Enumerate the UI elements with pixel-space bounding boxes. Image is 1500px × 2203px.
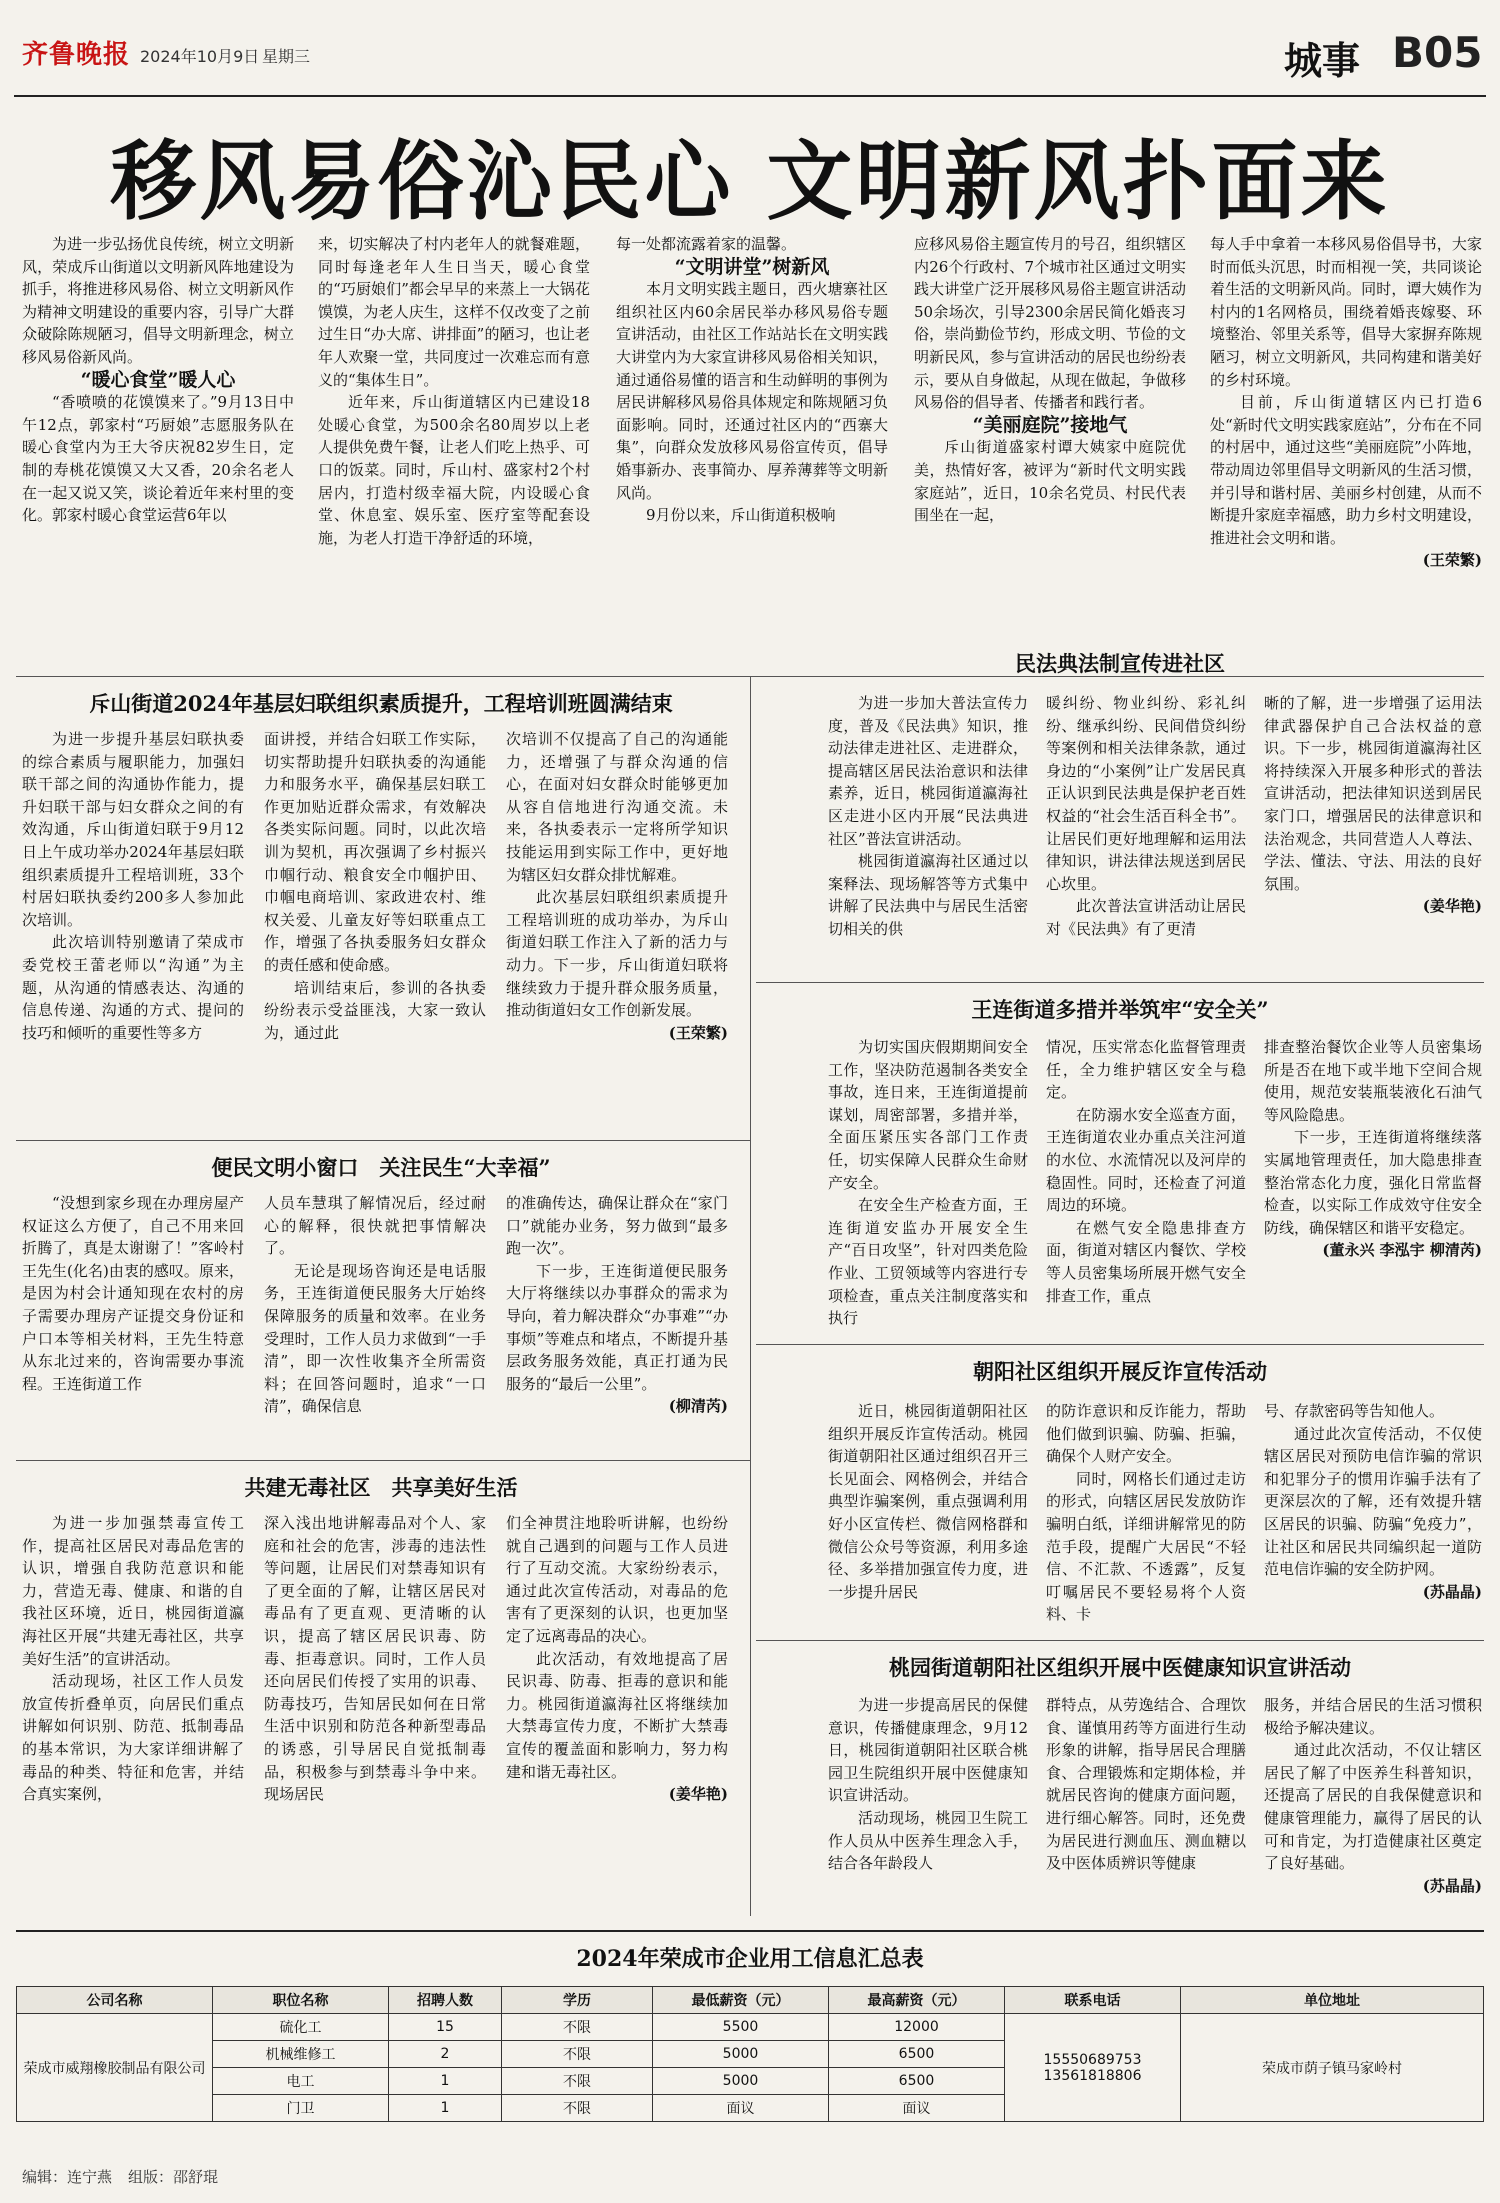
art8-col3 (1264, 1694, 1482, 1924)
header-cell: 职位名称 (213, 1987, 389, 2014)
paragraph: 下一步，王连街道将继续落实属地管理责任，加大隐患排查整治常态化力度，强化日常监督检查，以实际工作成效守住安全防线，确保辖区和谐平安稳定。 (1264, 1128, 1482, 1237)
edu-cell: 不限 (502, 2041, 653, 2068)
art7-col3 (1264, 1400, 1482, 1650)
subheading: “文明讲堂”树新风 (674, 255, 830, 278)
art3-title: 便民文明小窗口 关注民生“大幸福” (211, 1155, 551, 1180)
paragraph: 深入浅出地讲解毒品对个人、家庭和社会的危害，涉毒的违法性等问题，让居民们对禁毒知识有了更全面的了解，让辖区居民对毒品有了更直观、更清晰的认识，提高了辖区居民识毒、防毒、拒毒意识。同时，工作人员还向居民们传授了实用的识毒、防毒技巧，告知居民如何在日常生活中识别和防范各种新型毒品的诱惑，引导居民自觉抵制毒品，积极参与到禁毒斗争中来。现场居民 (264, 1514, 486, 1804)
count-cell: 15 (389, 2014, 502, 2041)
subheading: “暖心食堂”暖人心 (80, 368, 236, 391)
footer-editor: 编辑：连宁燕 (22, 2168, 113, 2186)
paragraph: 本月文明实践主题日，西火塘寨社区组织社区内60余居民举办移风易俗专题宣讲活动，由社区工作站站长在文明实践大讲堂内为大家宣讲移风易俗相关知识，通过通俗易懂的语言和生动鲜明的事例为居民讲解移风易俗具体规定和陈规陋习负面影响。同时，还通过社区内的“西寨大集”，向群众发放移风易俗宣传页，倡导婚事新办、丧事简办、厚养薄葬等文明新风尚。 (616, 280, 888, 502)
paragraph: 无论是现场咨询还是电话服务，王连街道便民服务大厅始终保障服务的质量和效率。在业务受理时，工作人员力求做到“一手清”，即一次性收集齐全所需资料；在回答问题时，追求“一口清”，确保信息 (264, 1261, 486, 1416)
paragraph: 人员车慧琪了解情况后，经过耐心的解释，很快就把事情解决了。 (264, 1194, 486, 1258)
paragraph: 服务，并结合居民的生活习惯积极给予解决建议。 (1264, 1696, 1482, 1737)
byline: (苏晶晶) (1422, 1876, 1482, 1895)
art6-title: 王连街道多措并举筑牢“安全关” (971, 997, 1269, 1022)
byline: (王荣繁) (668, 1023, 728, 1042)
paragraph: 为切实国庆假期期间安全工作，坚决防范遏制各类安全事故，连日来，王连街道提前谋划，周密部署，多措并举，全面压紧压实各部门工作责任，切实保障人民群众生命财产安全。 (828, 1038, 1028, 1192)
paragraph: 培训结束后，参训的各执委纷纷表示受益匪浅，大家一致认为，通过此 (264, 978, 486, 1042)
header-cell: 联系电话 (1005, 1987, 1181, 2014)
byline: (柳清芮) (668, 1397, 728, 1416)
art7-col2 (1046, 1400, 1246, 1650)
art4-col1 (22, 1512, 244, 1917)
page-number: B05 (1392, 28, 1483, 77)
paragraph: 在防溺水安全巡查方面，王连街道农业办重点关注河道的水位、水流情况以及河岸的稳固性。同时，还检查了河道周边的环境。 (1046, 1105, 1246, 1215)
divider (756, 1640, 1484, 1641)
art1-col1 (22, 233, 294, 673)
paragraph: 近日，桃园街道朝阳社区组织开展反诈宣传活动。桃园街道朝阳社区通过组织召开三长见面会、网格例会，并结合典型诈骗案例，重点强调利用好小区宣传栏、微信网格群和微信公众号等资源，利用多途径、多举措加强宣传力度，进一步提升居民 (828, 1402, 1028, 1601)
issue-date: 2024年10月9日 (140, 47, 260, 66)
count-cell: 2 (389, 2041, 502, 2068)
paragraph: 应移风易俗主题宣传月的号召，组织辖区内26个行政村、7个城市社区通过文明实践大讲堂广泛开展移风易俗主题宣讲活动50余场次，引导2300余居民简化婚丧习俗，崇尚勤俭节约，形成文明、节俭的文明新民风，参与宣讲活动的居民也纷纷表示，要从自身做起，从现在做起，争做移风易俗的倡导者、传播者和践行者。 (914, 235, 1186, 412)
paragraph: 此次基层妇联组织素质提升工程培训班的成功举办，为斥山街道妇联工作注入了新的活力与动力。下一步，斥山街道妇联将继续致力于提升群众服务质量，推动街道妇女工作创新发展。 (506, 888, 728, 1020)
paragraph: 此次活动，有效地提高了居民识毒、防毒、拒毒的意识和能力。桃园街道瀛海社区将继续加大禁毒宣传力度，不断扩大禁毒宣传的覆盖面和影响力，努力构建和谐无毒社区。 (506, 1649, 728, 1781)
divider (756, 1344, 1484, 1345)
edu-cell: 不限 (502, 2068, 653, 2095)
header-rule (14, 95, 1486, 97)
paragraph: 在燃气安全隐患排查方面，街道对辖区内餐饮、学校等人员密集场所展开燃气安全排查工作，重点 (1046, 1218, 1246, 1305)
paragraph: 同时，网格长们通过走访的形式，向辖区居民发放防诈骗明白纸，详细讲解常见的防范手段，提醒广大居民“不轻信、不汇款、不透露”，反复叮嘱居民不要轻易将个人资料、卡 (1046, 1469, 1246, 1624)
paragraph: 面讲授，并结合妇联工作实际，切实帮助提升妇联执委的沟通能力和服务水平，确保基层妇联工作更加贴近群众需求，有效解决各类实际问题。同时，以此次培训为契机，再次强调了乡村振兴巾帼行动、粮食安全巾帼护田、巾帼电商培训、家政进农村、维权关爱、儿童友好等妇联重点工作，增强了各执委服务妇女群众的责任感和使命感。 (264, 730, 486, 974)
edu-cell: 不限 (502, 2014, 653, 2041)
paragraph: 通过此次宣传活动，不仅使辖区居民对预防电信诈骗的常识和犯罪分子的惯用诈骗手法有了更深层次的了解，还有效提升辖区居民的识骗、防骗“免疫力”，让社区和居民共同编织起一道防范电信诈骗的安全防护网。 (1264, 1424, 1482, 1579)
paragraph: 暖纠纷、物业纠纷、彩礼纠纷、继承纠纷、民间借贷纠纷等案例和相关法律条款，通过身边的“小案例”让广发居民真正认识到民法典是保护老百姓权益的“社会生活百科全书”。让居民们更好地理解和运用法律知识，讲法律法规送到居民心坎里。 (1046, 694, 1246, 893)
byline: (王荣繁) (1422, 551, 1482, 570)
paragraph: 每人手中拿着一本移风易俗倡导书，大家时而低头沉思，时而相视一笑，共同谈论着生活的文明新风尚。同时，谭大姨作为村内的1名网格员，围绕着婚丧嫁娶、环境整治、邻里关系等，倡导大家摒弃陈规陋习，树立文明新风，共同构建和谐美好的乡村环境。 (1210, 235, 1482, 389)
phone-1: 15550689753 (1043, 2051, 1142, 2068)
phone-2: 13561818806 (1043, 2067, 1142, 2084)
paragraph: 活动现场，桃园卫生院工作人员从中医养生理念入手，结合各年龄段人 (828, 1808, 1028, 1873)
jobs-table-title: 2024年荣成市企业用工信息汇总表 (576, 1946, 924, 1972)
paragraph: 来，切实解决了村内老年人的就餐难题，同时每逢老年人生日当天，暖心食堂的“巧厨娘们”都会早早的来蒸上一大锅花馍馍，为老人庆生，这样不仅改变了之前过生日“办大席、讲排面”的陋习，也让老年人欢聚一堂，共同度过一次难忘而有意义的“集体生日”。 (318, 235, 590, 389)
header-cell: 学历 (502, 1987, 653, 2014)
paragraph: “香喷喷的花馍馍来了。”9月13日中午12点，郭家村“巧厨娘”志愿服务队在暖心食堂内为王大爷庆祝82岁生日，定制的寿桃花馍馍又大又香，20余名老人在一起又说又笑，谈论着近年来村里的变化。郭家村暖心食堂运营6年以 (22, 393, 294, 525)
art5-title: 民法典法制宣传进社区 (1015, 651, 1225, 676)
art2-col3 (506, 728, 728, 1153)
header-cell: 最高薪资（元） (829, 1987, 1005, 2014)
art1-col5 (1210, 233, 1482, 673)
max-salary-cell: 6500 (829, 2041, 1005, 2068)
art8-title: 桃园街道朝阳社区组织开展中医健康知识宣讲活动 (889, 1655, 1351, 1680)
art2-col2 (264, 728, 486, 1153)
paragraph: 在安全生产检查方面，王连街道安监办开展安全生产“百日攻坚”，针对四类危险作业、工贸领域等内容进行专项检查，重点关注制度落实和执行 (828, 1196, 1028, 1328)
paragraph: 活动现场，社区工作人员发放宣传折叠单页，向居民们重点讲解如何识别、防范、抵制毒品的基本常识，为大家详细讲解了毒品的种类、特征和危害，并结合真实案例， (22, 1672, 244, 1804)
paragraph: 9月份以来，斥山街道积极响 (646, 506, 836, 525)
section-name: 城事 (1284, 38, 1361, 83)
art4-col3 (506, 1512, 728, 1917)
paragraph: 次培训不仅提高了自己的沟通能力，还增强了与群众沟通的信心，在面对妇女群众时能够更加从容自信地进行沟通交流。未来，各执委表示一定将所学知识技能运用到实际工作中，更好地为辖区妇女群众排忧解难。 (506, 730, 728, 884)
jobs-table (16, 1986, 1484, 2122)
paragraph: 通过此次活动，不仅让辖区居民了解了中医养生科普知识，还提高了居民的自我保健意识和健康管理能力，赢得了居民的认可和肯定，为打造健康社区奠定了良好基础。 (1264, 1741, 1482, 1873)
footer-layout: 组版：邵舒琨 (128, 2168, 219, 2186)
paragraph: 桃园街道瀛海社区通过以案释法、现场解答等方式集中讲解了民法典中与居民生活密切相关的供 (828, 852, 1028, 938)
paragraph: 为进一步弘扬优良传统，树立文明新风，荣成斥山街道以文明新风阵地建设为抓手，将推进移风易俗、树立文明新风作为精神文明建设的重要内容，引导广大群众破除陈规陋习，倡导文明新理念，树立移风易俗新风尚。 (22, 235, 294, 366)
art3-col2 (264, 1192, 486, 1472)
max-salary-cell: 12000 (829, 2014, 1005, 2041)
issue-weekday: 星期三 (262, 47, 311, 66)
max-salary-cell: 6500 (829, 2068, 1005, 2095)
header-cell: 最低薪资（元） (653, 1987, 829, 2014)
count-cell: 1 (389, 2095, 502, 2122)
header-cell: 单位地址 (1181, 1987, 1484, 2014)
table-row (17, 2014, 1484, 2041)
byline: (姜华艳) (668, 1785, 728, 1804)
art8-col2 (1046, 1694, 1246, 1924)
column-divider (750, 676, 751, 1916)
divider (756, 982, 1484, 983)
min-salary-cell: 5500 (653, 2014, 829, 2041)
job-cell: 硫化工 (213, 2014, 389, 2041)
byline: (姜华艳) (1422, 897, 1482, 916)
paragraph: 的准确传达，确保让群众在“家门口”就能办业务，努力做到“最多跑一次”。 (506, 1194, 728, 1258)
paragraph: 为进一步加大普法宣传力度，普及《民法典》知识，推动法律走进社区、走进群众，提高辖区居民法治意识和法律素养，近日，桃园街道瀛海社区走进小区内开展“民法典进社区”普法宣讲活动。 (828, 694, 1028, 848)
paragraph: 为进一步提升基层妇联执委的综合素质与履职能力，加强妇联干部之间的沟通协作能力，提升妇联干部与妇女群众之间的有效沟通，斥山街道妇联于9月12日上午成功举办2024年基层妇联组织素质提升工程培训班，33个村居妇联执委约200多人参加此次培训。 (22, 730, 244, 929)
max-salary-cell: 面议 (829, 2095, 1005, 2122)
paragraph: 排查整治餐饮企业等人员密集场所是否在地下或半地下空间合规使用，规范安装瓶装液化石油气等风险隐患。 (1264, 1038, 1482, 1124)
art1-col3 (616, 233, 888, 673)
company-cell: 荣成市威翔橡胶制品有限公司 (17, 2014, 213, 2122)
min-salary-cell: 5000 (653, 2068, 829, 2095)
art5-col3 (1264, 692, 1482, 990)
paragraph: 目前，斥山街道辖区内已打造6处“新时代文明实践家庭站”，分布在不同的村居中，通过这些“美丽庭院”小阵地，带动周边邻里倡导文明新风的生活习惯，并引导和谐村居、美丽乡村创建，从而不断提升家庭幸福感，助力乡村文明建设，推进社会文明和谐。 (1210, 393, 1482, 547)
paragraph: 号、存款密码等告知他人。 (1264, 1402, 1445, 1420)
main-headline: 移风易俗沁民心 文明新风扑面来 (110, 131, 1390, 232)
masthead-logo: 齐鲁晚报 (22, 40, 131, 70)
art6-col3 (1264, 1036, 1482, 1356)
paragraph: 为进一步提高居民的保健意识，传播健康理念，9月12日，桃园街道朝阳社区联合桃园卫生院组织开展中医健康知识宣讲活动。 (828, 1696, 1028, 1805)
job-cell: 机械维修工 (213, 2041, 389, 2068)
paragraph: “没想到家乡现在办理房屋产权证这么方便了，自己不用来回折腾了，真是太谢谢了！”客岭村王先生(化名)由衷的感叹。原来，是因为村会计通知现在农村的房子需要办理房产证提交身份证和户口本等相关材料，王先生特意从东北过来的，咨询需要办事流程。王连街道工作 (22, 1194, 244, 1393)
art3-col1 (22, 1192, 244, 1472)
paragraph: 晰的了解，进一步增强了运用法律武器保护自己合法权益的意识。下一步，桃园街道瀛海社区将持续深入开展多种形式的普法宣讲活动，把法律知识送到居民家门口，增强居民的法律意识和法治观念，共同营造人人尊法、学法、懂法、守法、用法的良好氛围。 (1264, 694, 1482, 893)
paragraph: 的防诈意识和反诈能力，帮助他们做到识骗、防骗、拒骗，确保个人财产安全。 (1046, 1402, 1246, 1466)
phone-cell (1005, 2014, 1181, 2122)
job-cell: 电工 (213, 2068, 389, 2095)
art6-col2 (1046, 1036, 1246, 1356)
min-salary-cell: 5000 (653, 2041, 829, 2068)
art2-title: 斥山街道2024年基层妇联组织素质提升，工程培训班圆满结束 (89, 691, 673, 716)
paragraph: 们全神贯注地聆听讲解，也纷纷就自己遇到的问题与工作人员进行了互动交流。大家纷纷表示，通过此次宣传活动，对毒品的危害有了更深刻的认识，也更加坚定了远离毒品的决心。 (506, 1514, 728, 1645)
art6-col1 (828, 1036, 1028, 1356)
art1-col4 (914, 233, 1186, 673)
art1-col2 (318, 233, 590, 673)
header-cell: 公司名称 (17, 1987, 213, 2014)
art8-col1 (828, 1694, 1028, 1924)
paragraph: 此次培训特别邀请了荣成市委党校王蕾老师以“沟通”为主题，从沟通的情感表达、沟通的信息传递、沟通的方式、提问的技巧和倾听的重要性等多方 (22, 933, 244, 1042)
art4-col2 (264, 1512, 486, 1917)
paragraph: 下一步，王连街道便民服务大厅将继续以办事群众的需求为导向，着力解决群众“办事难”“办事烦”等难点和堵点，不断提升基层政务服务效能，真正打通为民服务的“最后一公里”。 (506, 1261, 728, 1393)
art7-title: 朝阳社区组织开展反诈宣传活动 (973, 1359, 1267, 1384)
byline: (苏晶晶) (1422, 1582, 1482, 1601)
header-cell: 招聘人数 (389, 1987, 502, 2014)
art5-col1 (828, 692, 1028, 990)
table-header-row (17, 1987, 1484, 2014)
job-cell: 门卫 (213, 2095, 389, 2122)
art7-col1 (828, 1400, 1028, 1650)
art3-col3 (506, 1192, 728, 1472)
paragraph: 此次普法宣讲活动让居民对《民法典》有了更清 (1046, 897, 1246, 938)
edu-cell: 不限 (502, 2095, 653, 2122)
subheading: “美丽庭院”接地气 (972, 413, 1128, 436)
address-cell: 荣成市荫子镇马家岭村 (1181, 2014, 1484, 2122)
count-cell: 1 (389, 2068, 502, 2095)
paragraph: 斥山街道盛家村谭大姨家中庭院优美，热情好客，被评为“新时代文明实践家庭站”，近日，10余名党员、村民代表围坐在一起， (914, 438, 1186, 525)
divider (16, 1930, 1484, 1932)
paragraph: 每一处都流露着家的温馨。 (616, 235, 797, 253)
art5-col2 (1046, 692, 1246, 990)
byline: (董永兴 李泓宇 柳清芮) (1322, 1241, 1482, 1260)
paragraph: 群特点，从劳逸结合、合理饮食、谨慎用药等方面进行生动形象的讲解，指导居民合理膳食、合理锻炼和定期体检，并就居民咨询的健康方面问题，进行细心解答。同时，还免费为居民进行测血压、测血糖以及中医体质辨识等健康 (1046, 1696, 1246, 1873)
art4-title: 共建无毒社区 共享美好生活 (244, 1475, 518, 1500)
art2-col1 (22, 728, 244, 1153)
paragraph: 为进一步加强禁毒宣传工作，提高社区居民对毒品危害的认识，增强自我防范意识和能力，营造无毒、健康、和谐的自我社区环境，近日，桃园街道瀛海社区开展“共建无毒社区，共享美好生活”的宣讲活动。 (22, 1514, 244, 1668)
paragraph: 情况，压实常态化监督管理责任，全力维护辖区安全与稳定。 (1046, 1038, 1246, 1102)
min-salary-cell: 面议 (653, 2095, 829, 2122)
paragraph: 近年来，斥山街道辖区内已建设18处暖心食堂，为500余名80周岁以上老人提供免费午餐，让老人们吃上热乎、可口的饭菜。同时，斥山村、盛家村2个村居内，打造村级幸福大院，内设暖心食堂、休息室、娱乐室、医疗室等配套设施，为老人打造干净舒适的环境， (318, 393, 590, 547)
divider (16, 1140, 750, 1141)
divider (16, 1460, 750, 1461)
